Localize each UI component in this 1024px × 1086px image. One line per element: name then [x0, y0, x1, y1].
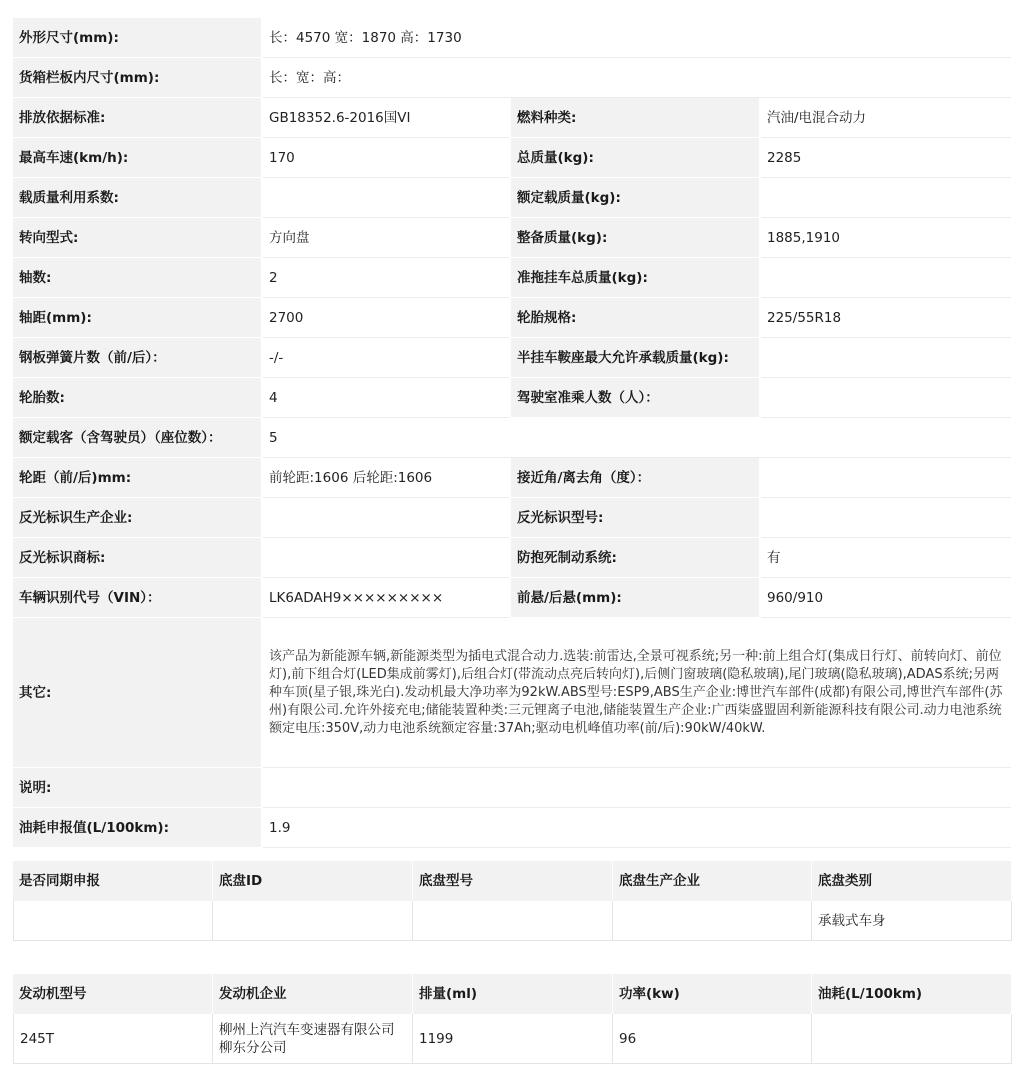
table-header-row: [13, 861, 1012, 901]
column-header: 是否同期申报: [13, 861, 213, 901]
spec-row: [13, 538, 1012, 578]
spec-value: 长：宽：高：: [263, 58, 1012, 98]
spec-row: [13, 498, 1012, 538]
table-cell: [613, 901, 812, 941]
spec-key: 最高车速(km/h):: [13, 138, 263, 178]
table-cell: 承载式车身: [812, 901, 1012, 941]
spec-value: 4: [263, 378, 511, 418]
column-header: 排量(ml): [413, 974, 613, 1014]
table-cell: 柳州上汽汽车变速器有限公司柳东分公司: [213, 1014, 413, 1064]
column-header: 油耗(L/100km): [812, 974, 1012, 1014]
spec-key: 整备质量(kg):: [511, 218, 761, 258]
spec-row: [13, 178, 1012, 218]
spec-row-notes: [13, 768, 1012, 808]
spec-key: 排放依据标准:: [13, 98, 263, 138]
spec-value-other: 该产品为新能源车辆,新能源类型为插电式混合动力.选装:前雷达,全景可视系统;另一种:前上组合灯(集成日行灯、前转向灯、前位灯),前下组合灯(LED集成前雾灯),后组合灯(带流动点亮后转向灯),后侧门窗玻璃(隐私玻璃),尾门玻璃(隐私玻璃),ADAS系统;另两种车顶(星子银,珠光白).发动机最大净功率为92kW.ABS型号:ESP9,ABS生产企业:博世汽车部件(成都)有限公司,博世汽车部件(苏州)有限公司.允许外接充电;储能装置种类:三元锂离子电池,储能装置生产企业:广西柒盛盟固利新能源科技有限公司.动力电池系统额定电压:350V,动力电池系统额定容量:37Ah;驱动电机峰值功率(前/后):90kW/40kW.: [263, 618, 1012, 768]
column-header: 底盘生产企业: [613, 861, 812, 901]
table-cell: 1199: [413, 1014, 613, 1064]
spec-row-cargo-box: [13, 58, 1012, 98]
spec-value: GB18352.6-2016国VI: [263, 98, 511, 138]
spec-key: 钢板弹簧片数（前/后）：: [13, 338, 263, 378]
table-cell: 96: [613, 1014, 812, 1064]
table-cell: [13, 901, 213, 941]
spec-value: [761, 338, 1012, 378]
spec-value: [263, 498, 511, 538]
spec-value: 有: [761, 538, 1012, 578]
spec-value: [761, 178, 1012, 218]
spec-key: 反光标识生产企业:: [13, 498, 263, 538]
spec-key: 说明:: [13, 768, 263, 808]
spec-row-seats: [13, 418, 1012, 458]
spec-key: 总质量(kg):: [511, 138, 761, 178]
spec-value: [761, 458, 1012, 498]
spec-value: 960/910: [761, 578, 1012, 618]
table-row: [13, 1014, 1012, 1064]
column-header: 底盘类别: [812, 861, 1012, 901]
spec-value: 1.9: [263, 808, 1012, 848]
spec-value: [761, 378, 1012, 418]
spec-value: 2700: [263, 298, 511, 338]
spec-row: [13, 378, 1012, 418]
spec-row: [13, 218, 1012, 258]
spec-row-dimensions: [13, 18, 1012, 58]
spec-key: 额定载质量(kg):: [511, 178, 761, 218]
spec-value: LK6ADAH9×××××××××: [263, 578, 511, 618]
spec-row-fuel: [13, 808, 1012, 848]
spec-key: 轴距(mm):: [13, 298, 263, 338]
spec-key: 货箱栏板内尺寸(mm):: [13, 58, 263, 98]
spec-value: 225/55R18: [761, 298, 1012, 338]
spec-key: 轮距（前/后)mm:: [13, 458, 263, 498]
table-header-row: [13, 974, 1012, 1014]
spec-key: 转向型式:: [13, 218, 263, 258]
spec-value: 前轮距:1606 后轮距:1606: [263, 458, 511, 498]
table-cell: 245T: [13, 1014, 213, 1064]
spec-row: [13, 338, 1012, 378]
spec-row: [13, 578, 1012, 618]
table-cell: [413, 901, 613, 941]
column-header: 发动机企业: [213, 974, 413, 1014]
spec-key: 燃料种类:: [511, 98, 761, 138]
spec-row: [13, 138, 1012, 178]
spec-key: 油耗申报值(L/100km):: [13, 808, 263, 848]
column-header: 底盘ID: [213, 861, 413, 901]
spec-key: 接近角/离去角（度）：: [511, 458, 761, 498]
spec-key: 驾驶室准乘人数（人）：: [511, 378, 761, 418]
spec-row: [13, 98, 1012, 138]
spec-key: 反光标识型号:: [511, 498, 761, 538]
column-header: 功率(kw): [613, 974, 812, 1014]
spec-key: 防抱死制动系统:: [511, 538, 761, 578]
spec-value: [761, 498, 1012, 538]
table-row: [13, 901, 1012, 941]
table-cell: [213, 901, 413, 941]
spec-value: [263, 178, 511, 218]
spec-row: [13, 258, 1012, 298]
spec-key: 轮胎数:: [13, 378, 263, 418]
spec-value: [761, 258, 1012, 298]
spec-value: 170: [263, 138, 511, 178]
vehicle-spec-table: [13, 18, 1012, 848]
spec-value: 2: [263, 258, 511, 298]
spec-key: 准拖挂车总质量(kg):: [511, 258, 761, 298]
spec-value: 方向盘: [263, 218, 511, 258]
spec-key: 轮胎规格:: [511, 298, 761, 338]
spec-key: 载质量利用系数:: [13, 178, 263, 218]
spec-value: 5: [263, 418, 1012, 458]
engine-table: [13, 974, 1012, 1064]
column-header: 底盘型号: [413, 861, 613, 901]
spec-key: 其它:: [13, 618, 263, 768]
spec-key: 半挂车鞍座最大允许承载质量(kg):: [511, 338, 761, 378]
spec-row: [13, 298, 1012, 338]
spec-value: 汽油/电混合动力: [761, 98, 1012, 138]
table-cell: [812, 1014, 1012, 1064]
column-header: 发动机型号: [13, 974, 213, 1014]
chassis-table: [13, 861, 1012, 941]
spec-key: 轴数:: [13, 258, 263, 298]
spec-key: 额定载客（含驾驶员）（座位数）：: [13, 418, 263, 458]
spec-value: 2285: [761, 138, 1012, 178]
spec-row: [13, 458, 1012, 498]
spec-value: 长：4570 宽：1870 高：1730: [263, 18, 1012, 58]
spec-key: 前悬/后悬(mm):: [511, 578, 761, 618]
spec-row-other: [13, 618, 1012, 768]
spec-key: 车辆识别代号（VIN）：: [13, 578, 263, 618]
spec-value: -/-: [263, 338, 511, 378]
spec-value: 1885,1910: [761, 218, 1012, 258]
spec-value: [263, 538, 511, 578]
spec-value: [263, 768, 1012, 808]
spec-key: 反光标识商标:: [13, 538, 263, 578]
spec-key: 外形尺寸(mm):: [13, 18, 263, 58]
